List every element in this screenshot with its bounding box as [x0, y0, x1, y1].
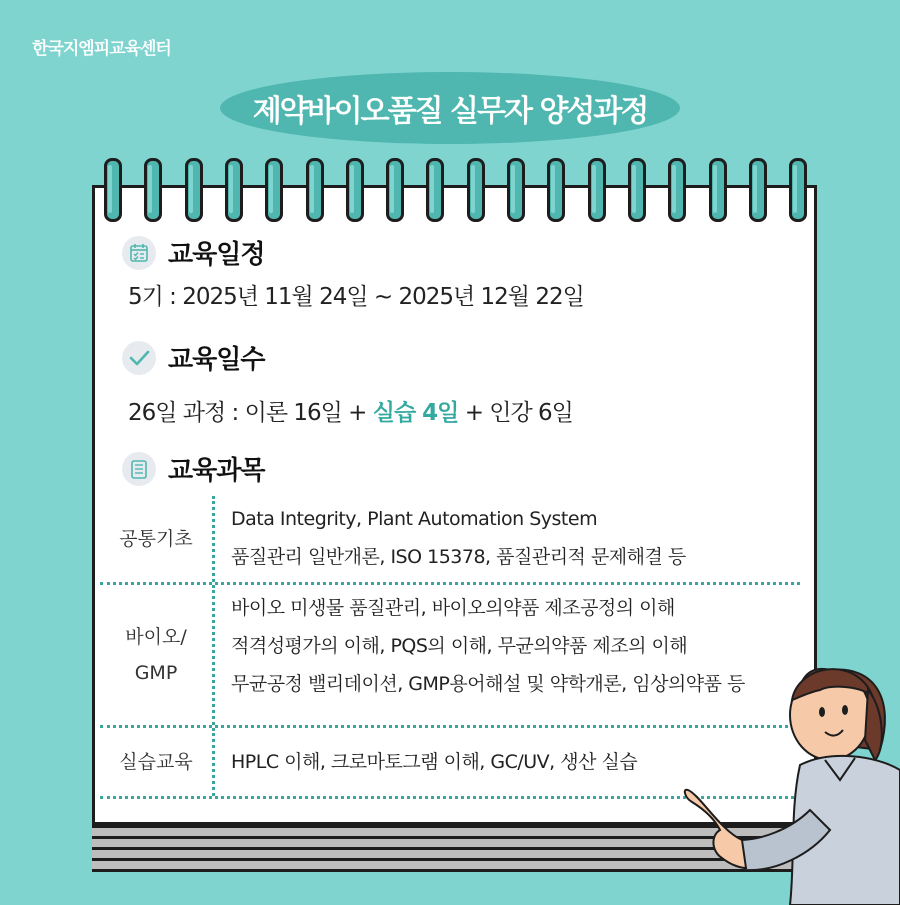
description-line: 적격성평가의 이해, PQS의 이해, 무균의약품 제조의 이해: [231, 635, 688, 657]
subjects-title: 교육과목: [168, 456, 265, 486]
subjects-heading: [122, 450, 264, 487]
schedule-title: 교육일정: [168, 240, 265, 270]
check-icon: [122, 341, 156, 375]
days-suffix: + 인강 6일: [458, 400, 573, 426]
spiral-ring: [104, 158, 122, 222]
category-label: GMP: [134, 662, 178, 684]
spiral-ring: [709, 158, 727, 222]
days-prefix: 26일 과정 : 이론 16일 +: [128, 400, 373, 426]
description-line: HPLC 이해, 크로마토그램 이해, GC/UV, 생산 실습: [231, 751, 638, 773]
category-cell: [100, 585, 215, 725]
category-cell: [100, 496, 215, 582]
schedule-heading: [122, 234, 264, 271]
clipboard-icon: [122, 452, 156, 486]
category-label: 실습교육: [119, 751, 193, 773]
spiral-ring: [588, 158, 606, 222]
spiral-ring: [467, 158, 485, 222]
practice-days-highlight: 실습 4일: [372, 400, 459, 426]
title-banner: [220, 72, 680, 144]
spiral-ring: [306, 158, 324, 222]
brand-logo-text: 한국지엠피교육센터: [32, 39, 171, 59]
spiral-ring: [749, 158, 767, 222]
description-line: 바이오 미생물 품질관리, 바이오의약품 제조공정의 이해: [231, 597, 675, 619]
description-line: 품질관리 일반개론, ISO 15378, 품질관리적 문제해결 등: [231, 546, 686, 568]
spiral-ring: [144, 158, 162, 222]
days-title: 교육일수: [168, 345, 265, 375]
days-text: [128, 394, 573, 427]
spiral-ring: [225, 158, 243, 222]
spiral-ring: [265, 158, 283, 222]
description-line: Data Integrity, Plant Automation System: [231, 508, 598, 530]
spiral-ring: [547, 158, 565, 222]
spiral-ring: [507, 158, 525, 222]
description-line: 무균공정 밸리데이션, GMP용어해설 및 약학개론, 임상의약품 등: [231, 673, 745, 695]
pointing-character-illustration: [680, 640, 900, 905]
calendar-icon: [122, 236, 156, 270]
category-label: 공통기초: [119, 528, 193, 550]
spiral-ring: [668, 158, 686, 222]
days-heading: [122, 339, 264, 376]
spiral-ring: [628, 158, 646, 222]
spiral-ring: [789, 158, 807, 222]
spiral-ring: [185, 158, 203, 222]
description-cell: [215, 496, 800, 582]
category-label: 바이오/: [125, 626, 187, 648]
table-row: [100, 496, 800, 585]
spiral-ring: [426, 158, 444, 222]
spiral-ring: [346, 158, 364, 222]
category-cell: [100, 728, 215, 796]
page-title: 제약바이오품질 실무자 양성과정: [252, 94, 648, 129]
schedule-text: 5기 : 2025년 11월 24일 ~ 2025년 12월 22일: [128, 284, 584, 310]
spiral-ring: [386, 158, 404, 222]
